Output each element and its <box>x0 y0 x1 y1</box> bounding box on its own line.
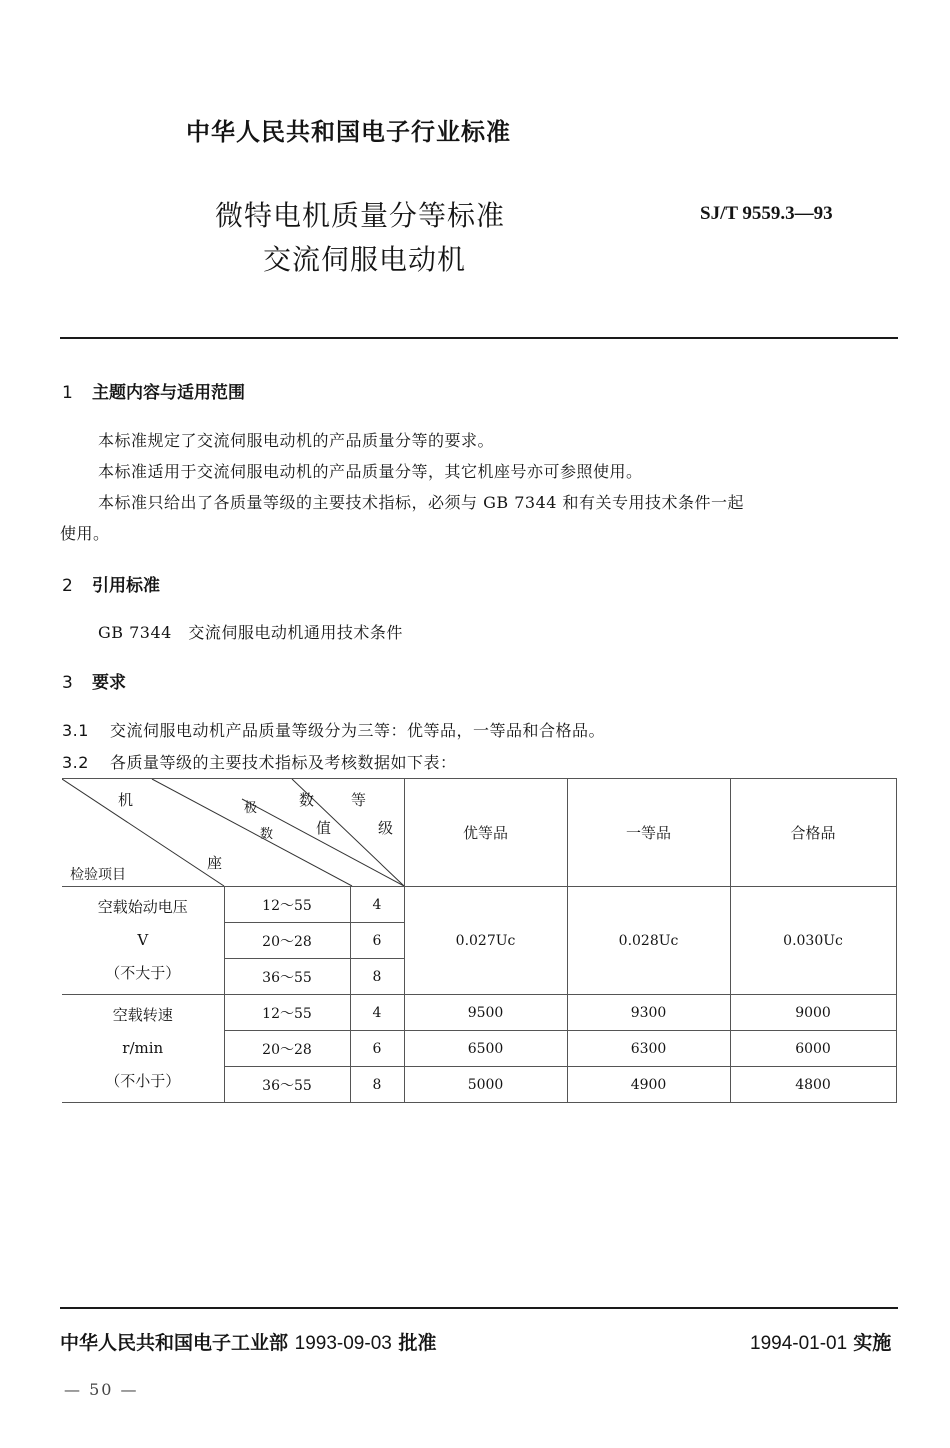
requirement-3-1 <box>62 718 605 741</box>
document-subtitle: 交流伺服电动机 <box>263 243 467 276</box>
issuing-organization: 中华人民共和国电子行业标准 <box>186 118 511 146</box>
grade-header-premium: 优等品 <box>404 779 567 887</box>
value-first: 0.028Uc <box>567 887 730 995</box>
header-label-value-shu: 数 <box>299 791 315 809</box>
pole-count: 6 <box>350 923 404 959</box>
approval-line <box>60 1328 436 1355</box>
table-row <box>62 995 896 1031</box>
paragraph: 本标准规定了交流伺服电动机的产品质量分等的要求。 <box>98 431 495 450</box>
approval-word: 批准 <box>398 1332 437 1354</box>
clause-number: 3.2 <box>62 753 89 772</box>
value-qualified: 6000 <box>730 1031 896 1067</box>
value-premium: 0.027Uc <box>404 887 567 995</box>
table-header-row <box>62 779 896 887</box>
item-start-voltage <box>62 887 224 995</box>
header-label-grade-deng: 等 <box>351 791 367 809</box>
section-3-heading <box>62 668 126 693</box>
value-premium: 9500 <box>404 995 567 1031</box>
header-label-inspection-item: 检验项目 <box>70 867 126 883</box>
pole-count: 8 <box>350 959 404 995</box>
page-number: — 50 — <box>64 1380 139 1399</box>
pole-count: 6 <box>350 1031 404 1067</box>
section-number: 3 <box>62 673 73 693</box>
document-title: 微特电机质量分等标准 <box>215 199 506 232</box>
pole-count: 4 <box>350 887 404 923</box>
value-premium: 5000 <box>404 1067 567 1103</box>
grade-header-qualified: 合格品 <box>730 779 896 887</box>
value-first: 6300 <box>567 1031 730 1067</box>
item-name: 空载转速 <box>112 1006 173 1024</box>
item-no-load-speed <box>62 995 224 1103</box>
approver: 中华人民共和国电子工业部 <box>60 1332 289 1354</box>
pole-count: 4 <box>350 995 404 1031</box>
header-label-pole-shu: 数 <box>260 827 274 842</box>
seat-range: 12～55 <box>224 995 350 1031</box>
paragraph-continuation: 使用。 <box>60 524 110 543</box>
referenced-standard: GB 7344 交流伺服电动机通用技术条件 <box>98 623 403 642</box>
effective-line <box>750 1328 891 1355</box>
section-number: 2 <box>62 576 73 596</box>
value-qualified: 0.030Uc <box>730 887 896 995</box>
item-unit: V <box>137 931 149 949</box>
item-limit: （不大于） <box>105 964 181 982</box>
item-limit: （不小于） <box>105 1072 181 1090</box>
clause-text: 交流伺服电动机产品质量等级分为三等：优等品，一等品和合格品。 <box>110 721 606 740</box>
approval-date: 1993-09-03 <box>294 1333 392 1354</box>
seat-range: 36～55 <box>224 1067 350 1103</box>
paragraph: 本标准适用于交流伺服电动机的产品质量分等，其它机座号亦可参照使用。 <box>98 462 643 481</box>
header-label-pole-ji: 极 <box>244 801 258 816</box>
section-title: 引用标准 <box>92 576 160 596</box>
requirement-3-2 <box>62 750 457 773</box>
seat-range: 36～55 <box>224 959 350 995</box>
value-premium: 6500 <box>404 1031 567 1067</box>
header-label-seat-zuo: 座 <box>207 854 223 872</box>
item-unit: r/min <box>122 1039 164 1057</box>
value-qualified: 9000 <box>730 995 896 1031</box>
seat-range: 12～55 <box>224 887 350 923</box>
clause-number: 3.1 <box>62 721 89 740</box>
item-name: 空载始动电压 <box>97 898 188 916</box>
section-2-heading <box>62 571 160 596</box>
section-1-heading <box>62 378 245 403</box>
header-label-value-zhi: 值 <box>316 819 332 837</box>
quality-grade-table <box>62 778 897 1103</box>
effective-word: 实施 <box>853 1332 892 1354</box>
section-title: 要求 <box>92 673 126 693</box>
effective-date: 1994-01-01 <box>750 1333 848 1354</box>
header-rule <box>60 337 898 339</box>
value-first: 9300 <box>567 995 730 1031</box>
seat-range: 20～28 <box>224 923 350 959</box>
value-first: 4900 <box>567 1067 730 1103</box>
section-number: 1 <box>62 383 73 403</box>
table-row <box>62 887 896 923</box>
standard-code: SJ/T 9559.3—93 <box>700 203 833 224</box>
pole-count: 8 <box>350 1067 404 1103</box>
value-qualified: 4800 <box>730 1067 896 1103</box>
footer-rule <box>60 1307 898 1309</box>
header-label-seat-ji: 机 <box>118 791 134 809</box>
diagonal-header-cell <box>62 779 404 887</box>
clause-text: 各质量等级的主要技术指标及考核数据如下表： <box>110 753 457 772</box>
paragraph: 本标准只给出了各质量等级的主要技术指标，必须与 GB 7344 和有关专用技术条件一起 <box>98 493 745 512</box>
header-label-grade-ji: 级 <box>378 819 394 837</box>
section-title: 主题内容与适用范围 <box>92 383 245 403</box>
grade-header-first: 一等品 <box>567 779 730 887</box>
seat-range: 20～28 <box>224 1031 350 1067</box>
